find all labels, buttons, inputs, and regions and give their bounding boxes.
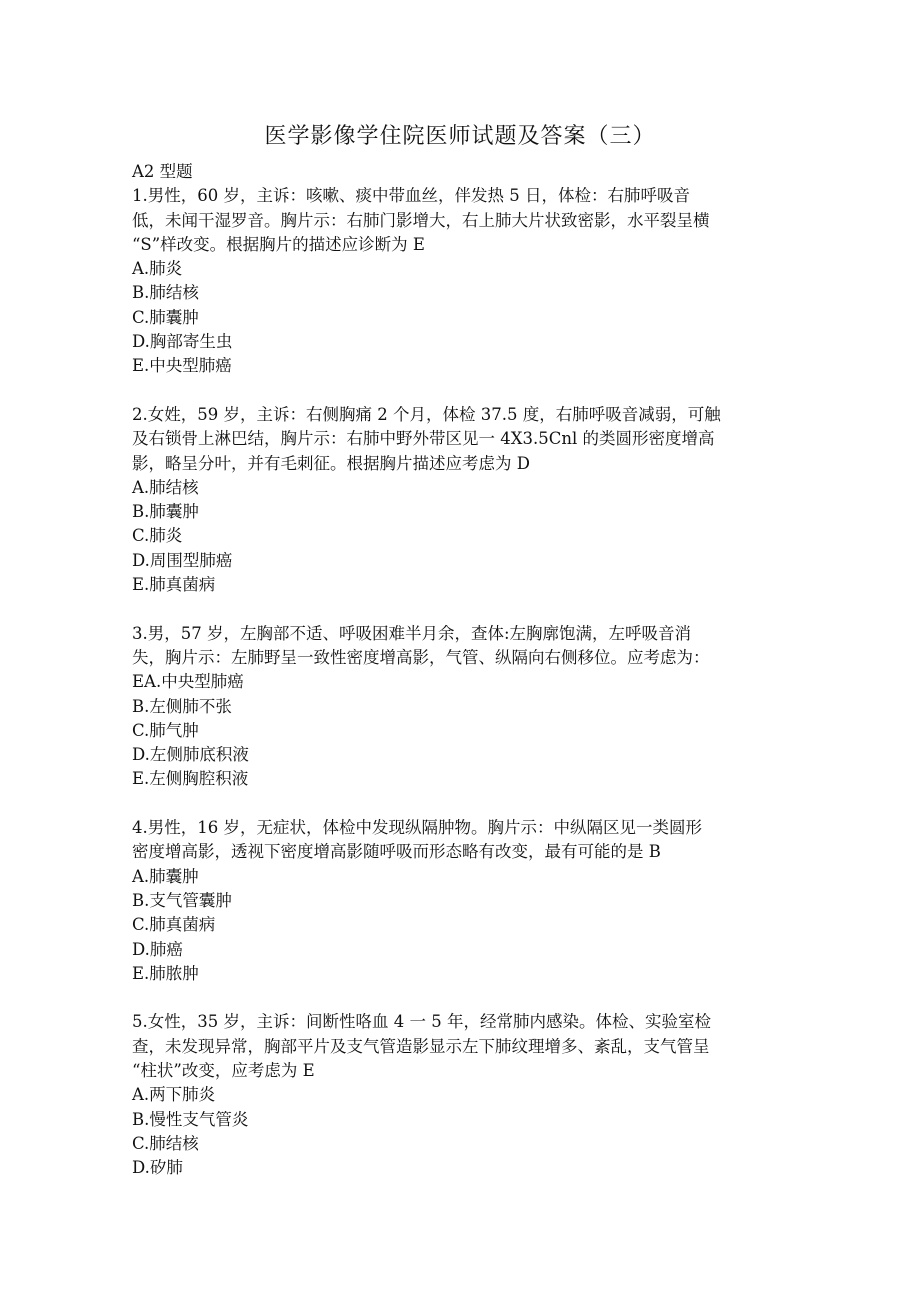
option-a: A.肺炎: [132, 259, 183, 279]
option-d: D.左侧肺底积液: [132, 745, 249, 765]
question-stem-line: 低，未闻干湿罗音。胸片示：右肺门影增大，右上肺大片状致密影，水平裂呈横: [132, 210, 710, 230]
option-b: B.支气管囊肿: [132, 890, 232, 910]
option-a: A.肺结核: [132, 477, 199, 497]
paragraph-gap: [132, 379, 792, 403]
option-b: B.肺囊肿: [132, 502, 199, 522]
option-c: C.肺气肿: [132, 720, 199, 740]
paragraph-gap: [132, 792, 792, 816]
question-stem-line: 4.男性，16 岁，无症状，体检中发现纵隔肿物。胸片示：中纵隔区见一类圆形: [132, 818, 702, 838]
option-d: D.周围型肺癌: [132, 550, 233, 570]
question-stem-line: 3.男，57 岁，左胸部不适、呼吸困难半月余，查体:左胸廓饱满，左呼吸音消: [132, 623, 692, 643]
question-stem-line: “S”样改变。根据胸片的描述应诊断为 E: [132, 234, 425, 254]
question-stem-line: 查，未发现异常，胸部平片及支气管造影显示左下肺纹理增多、紊乱，支气管呈: [132, 1036, 710, 1056]
question-stem-line: 1.男性，60 岁，主诉：咳嗽、痰中带血丝，伴发热 5 日，体检：右肺呼吸音: [132, 186, 690, 206]
section-heading: A2 型题: [132, 162, 193, 181]
option-e: E.肺真菌病: [132, 575, 216, 595]
option-d: D.矽肺: [132, 1158, 183, 1178]
option-a: A.两下肺炎: [132, 1085, 216, 1105]
option-b: B.肺结核: [132, 283, 199, 303]
paragraph-gap: [132, 986, 792, 1010]
paragraph-gap: [132, 597, 792, 621]
question-stem-line: 5.女性，35 岁，主诉：间断性咯血 4 一 5 年，经常肺内感染。体检、实验室检: [132, 1012, 711, 1032]
option-a: A.肺囊肿: [132, 866, 199, 886]
question-stem-line: 失，胸片示：左肺野呈一致性密度增高影，气管、纵隔向右侧移位。应考虑为：: [132, 647, 710, 667]
question-1: [132, 184, 792, 378]
option-c: C.肺真菌病: [132, 915, 216, 935]
option-b: B.左侧肺不张: [132, 696, 232, 716]
question-3: [132, 622, 792, 792]
option-e: E.中央型肺癌: [132, 356, 232, 376]
option-e: E.肺脓肿: [132, 963, 199, 983]
question-4: [132, 816, 792, 986]
document-body: [132, 160, 792, 1180]
document-title: 医学影像学住院医师试题及答案（三）: [264, 124, 656, 149]
question-stem-line: 及右锁骨上淋巴结，胸片示：右肺中野外带区见一 4X3.5Cnl 的类圆形密度增高: [132, 429, 715, 449]
question-2: [132, 403, 792, 597]
question-stem-line: 影，略呈分叶，并有毛刺征。根据胸片描述应考虑为 D: [132, 453, 530, 473]
question-stem-line: 2.女姓，59 岁，主诉：右侧胸痛 2 个月，体检 37.5 度，右肺呼吸音减弱，可触: [132, 404, 721, 424]
option-c: C.肺炎: [132, 526, 183, 546]
option-c: C.肺囊肿: [132, 307, 199, 327]
option-c: C.肺结核: [132, 1133, 199, 1153]
option-e: E.左侧胸腔积液: [132, 769, 249, 789]
question-stem-line: EA.中央型肺癌: [132, 672, 244, 692]
question-stem-line: “柱状”改变，应考虑为 E: [132, 1060, 315, 1080]
question-5: [132, 1010, 792, 1180]
option-b: B.慢性支气管炎: [132, 1109, 249, 1129]
option-d: D.肺癌: [132, 939, 183, 959]
question-stem-line: 密度增高影，透视下密度增高影随呼吸而形态略有改变，最有可能的是 B: [132, 842, 661, 862]
option-d: D.胸部寄生虫: [132, 332, 233, 352]
